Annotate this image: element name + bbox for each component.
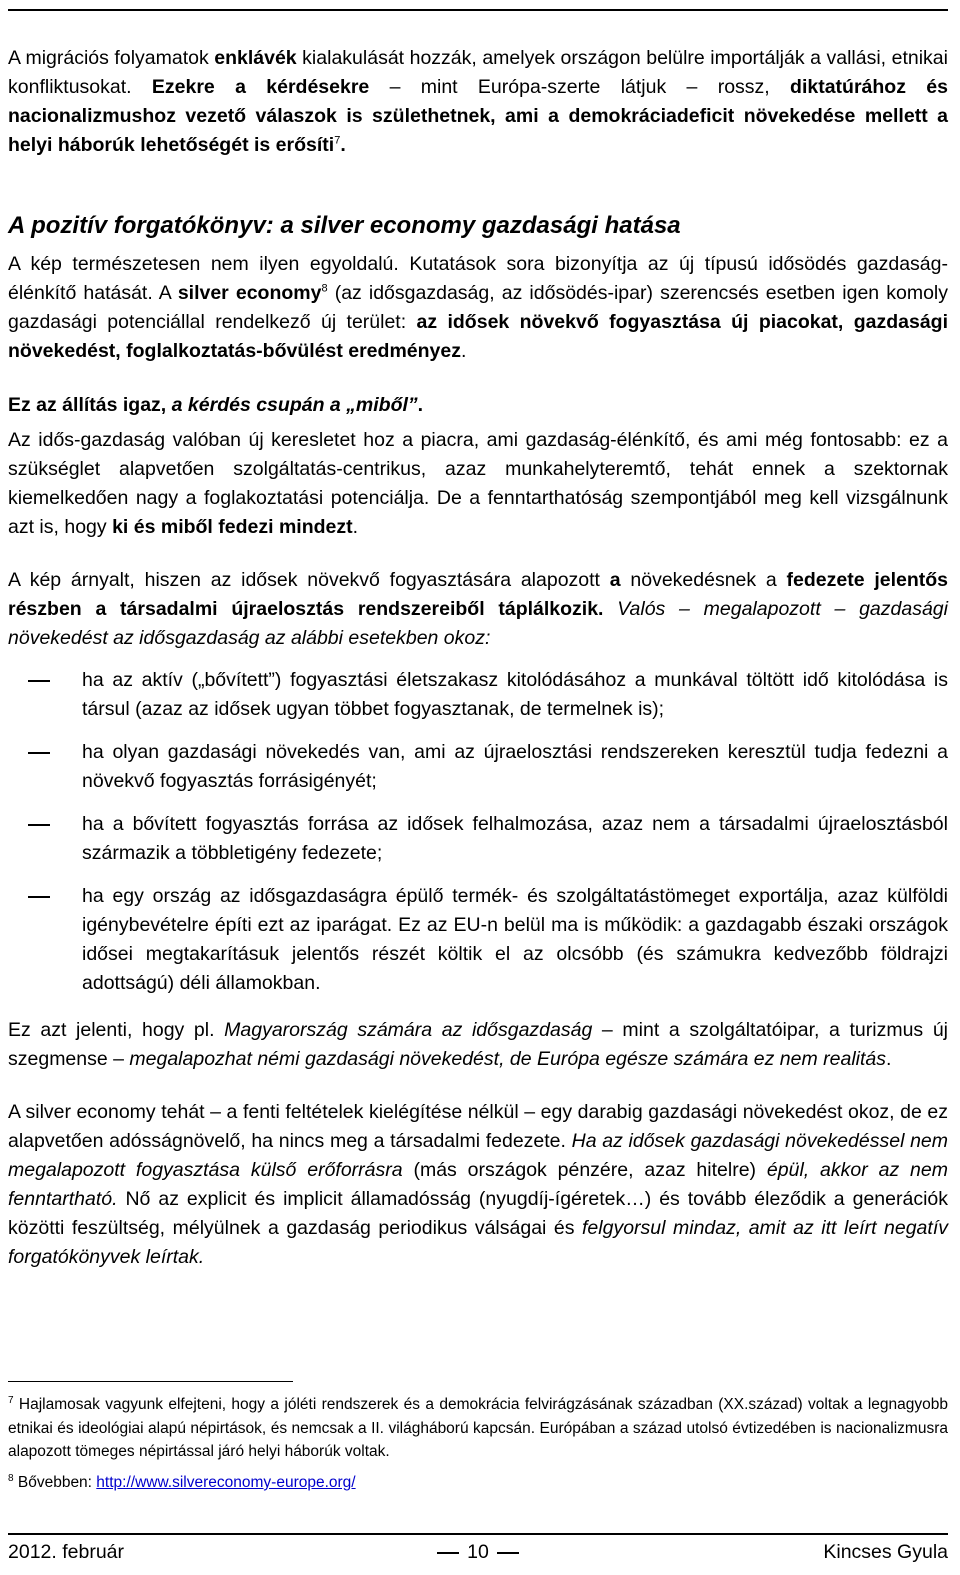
footnote-8 <box>8 1471 948 1495</box>
conditions-list <box>8 666 948 1012</box>
header-rule <box>8 9 948 11</box>
text-run-italic: Valós – megalapozott – gazdasági növekedést az idősgazdaság az alábbi esetekben okoz: <box>8 598 948 649</box>
text-run <box>603 598 617 620</box>
list-item-text: ha egy ország az idősgazdaságra épülő termék- és szolgáltatástömeget exportálja, azaz külföldi igénybevételre építi ezt az iparágat. Ez az EU-n belül ma is működik: a gazdagabb északi országok idősei megtakarításuk jelentős részét költik el az olcsóbb (és számukra kedvezőbb földrajzi adottságú) déli államokban. <box>82 885 948 994</box>
text-run: A silver economy tehát – a fenti feltételek kielégítése nélkül – egy darabig gazdasági növekedést okoz, de ez alapvetően adósságnövelő, ha nincs meg a társadalmi fedezete. <box>8 1101 948 1152</box>
text-run: – mint Európa-szerte látjuk – rossz, <box>369 76 791 98</box>
text-run-italic: Ha az idősek gazdasági növekedéssel nem megalapozott fogyasztása külső erőforrásra <box>8 1130 949 1181</box>
list-item-text: ha a bővített fogyasztás forrása az idősek felhalmozása, azaz nem a társadalmi újraelosztásból származik a többletigény fedezete; <box>82 813 948 864</box>
text-run-bold: fedezete jelentős részben a társadalmi újraelosztás rendszereiből táplálkozik. <box>8 569 949 620</box>
footer-date: 2012. február <box>8 1541 125 1563</box>
text-run-italic: megalapozhat némi gazdasági növekedést, de Európa egésze számára ez nem realitás <box>129 1048 887 1070</box>
footnote-text: Hajlamosak vagyunk elfejteni, hogy a jóléti rendszerek és a demokrácia felvirágzásának században (XX.század) voltak a legnagyobb etnikai és ideológiai alapú népirtások, és nemcsak a II. világháború kapcsán. Európában a század utolsó évtizedében is nacionalizmusra alapozott tömeges népirtással járó helyi háborúk voltak. <box>8 1396 948 1460</box>
page-number: 10 <box>467 1541 489 1563</box>
dash-bullet-icon <box>28 896 50 898</box>
text-run: Ez az állítás igaz, <box>8 394 172 416</box>
footnote-7 <box>8 1393 948 1464</box>
footer-page-number-wrap <box>8 1541 948 1564</box>
text-run: . <box>886 1048 892 1070</box>
text-run-italic: épül, akkor az nem fenntartható. <box>8 1159 948 1210</box>
footnote-number: 8 <box>8 1472 14 1484</box>
paragraph-nuanced-picture <box>8 566 948 653</box>
paragraph-silver-economy <box>8 250 948 366</box>
text-run-italic: felgyorsul mindaz, amit az itt leírt negatív forgatókönyvek leírtak. <box>8 1217 948 1268</box>
dash-bullet-icon <box>28 824 50 826</box>
text-run-bold: . <box>340 134 346 156</box>
paragraph-migration <box>8 44 948 160</box>
footer-rule <box>8 1533 948 1535</box>
footnote-number: 7 <box>8 1394 14 1406</box>
text-run-bold: ki és miből fedezi mindezt <box>112 516 353 538</box>
page-footer <box>8 1541 948 1567</box>
text-run-bold: a <box>609 569 621 591</box>
text-run: A kép árnyalt, hiszen az idősek növekvő fogyasztására alapozott <box>8 569 610 591</box>
paragraph-hungary <box>8 1016 948 1074</box>
list-item <box>8 738 948 796</box>
dash-icon <box>497 1552 519 1554</box>
section-heading: A pozitív forgatókönyv: a silver economy gazdasági hatása <box>8 212 681 239</box>
paragraph-elderly-economy <box>8 426 948 542</box>
dash-icon <box>437 1552 459 1554</box>
text-run-bold: diktatúrához és nacionalizmushoz vezető válaszok is születhetnek, ami a demokráciadeficit növekedése mellett a helyi háborúk lehetőségét is erősíti <box>8 76 948 156</box>
text-run: . <box>460 340 467 362</box>
text-run-italic: a kérdés csupán a „miből” <box>171 394 418 416</box>
text-run-bold: az idősek növekvő fogyasztása új piacokat, gazdasági növekedést, foglalkoztatás-bővülést eredményez <box>8 311 948 362</box>
text-run-italic: Magyarország számára az idősgazdaság <box>224 1019 593 1041</box>
dash-bullet-icon <box>28 680 50 682</box>
list-item <box>8 810 948 868</box>
text-run: (az idősgazdaság, az idősödés-ipar) szerencsés esetben igen komoly gazdasági potenciállal rendelkező új terület: <box>8 282 948 333</box>
text-run: Ez azt jelenti, hogy pl. <box>8 1019 225 1041</box>
list-item <box>8 666 948 724</box>
text-run-bold: enklávék <box>214 47 297 69</box>
text-run: . <box>352 516 359 538</box>
footnote-ref-8[interactable]: 8 <box>321 282 328 295</box>
text-run: (más országok pénzére, azaz hitelre) <box>402 1159 767 1181</box>
dash-bullet-icon <box>28 752 50 754</box>
paragraph-conclusion <box>8 1098 948 1272</box>
text-run: Nő az explicit és implicit államadósság (nyugdíj-ígéretek…) és tovább éleződik a generációk közötti feszültség, mélyülnek a gazdaság periodikus válságai és <box>8 1188 948 1239</box>
text-run: kialakulását hozzák, amelyek országon belülre importálják a vallási, etnikai konfliktusokat. <box>8 47 948 98</box>
silvereconomy-link[interactable]: http://www.silvereconomy-europe.org/ <box>96 1474 356 1491</box>
text-run: Az idős-gazdaság valóban új keresletet hoz a piacra, ami gazdaság-élénkítő, és ami még fontosabb: ez a szükséglet alapvetően szolgáltatás-centrikus, azaz munkahelyteremtő, tehát ennek a szektornak kiemelkedően nagy a foglakoztatási potenciálja. De a fenntarthatóság szempontjából meg kell vizsgálnunk azt is, hogy <box>8 429 948 538</box>
list-item <box>8 882 948 998</box>
text-run: – mint a szolgáltatóipar, a turizmus új szegmense – <box>8 1019 948 1070</box>
footnote-separator <box>8 1381 293 1382</box>
list-item-text: ha olyan gazdasági növekedés van, ami az újraelosztási rendszereken keresztül tudja fedezni a növekvő fogyasztás forrásigényét; <box>82 741 948 792</box>
footnote-ref-7[interactable]: 7 <box>334 134 341 147</box>
footnote-text: Bővebben: <box>13 1474 97 1491</box>
text-run-bold: Ezekre a kérdésekre <box>151 76 370 98</box>
text-run: A migrációs folyamatok <box>8 47 215 69</box>
text-run: . <box>417 394 424 416</box>
footer-author: Kincses Gyula <box>823 1541 948 1563</box>
text-run: A kép természetesen nem ilyen egyoldalú. Kutatások sora bizonyítja az új típusú idősödés gazdaság-élénkítő hatását. A <box>8 253 948 304</box>
text-run: növekedésnek a <box>620 569 787 591</box>
paragraph-claim <box>8 391 948 420</box>
list-item-text: ha az aktív („bővített”) fogyasztási életszakasz kitolódásához a munkával töltött idő kitolódása is társul (azaz az idősek ugyan többet fogyasztanak, de termelnek is); <box>82 669 948 720</box>
text-run-bold: silver economy <box>177 282 322 304</box>
